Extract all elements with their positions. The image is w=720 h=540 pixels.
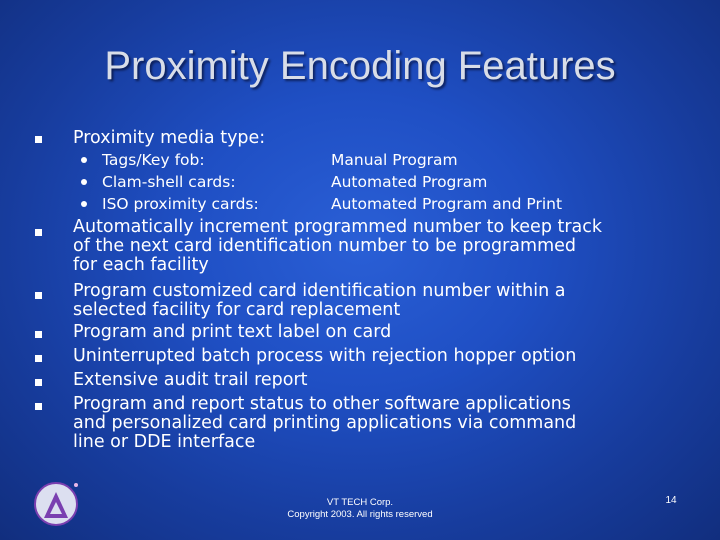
bullet-square-icon xyxy=(35,292,42,299)
media-type-mode: Automated Program and Print xyxy=(331,195,563,213)
bullet-dot-icon xyxy=(81,157,87,163)
media-type-header: Proximity media type: xyxy=(73,128,266,148)
feature-item: Program customized card identification number within a selected facility for card replacement xyxy=(73,281,566,320)
bullet-square-icon xyxy=(35,229,42,236)
bullet-square-icon xyxy=(35,136,42,143)
footer-copyright: Copyright 2003. All rights reserved xyxy=(287,509,433,520)
bullet-square-icon xyxy=(35,403,42,410)
footer-company: VT TECH Corp. xyxy=(326,497,394,508)
bullet-dot-icon xyxy=(81,201,87,207)
slide-title: Proximity Encoding Features xyxy=(104,44,616,88)
media-type-mode: Manual Program xyxy=(331,151,458,169)
feature-item: Uninterrupted batch process with rejection hopper option xyxy=(73,346,577,366)
media-type-label: ISO proximity cards: xyxy=(102,195,259,213)
media-type-label: Tags/Key fob: xyxy=(102,151,205,169)
feature-item: Program and report status to other software applications and personalized card printing applications via command line or DDE interface xyxy=(73,394,577,452)
page-number: 14 xyxy=(665,495,677,506)
bullet-square-icon xyxy=(35,379,42,386)
feature-item: Automatically increment programmed number to keep track of the next card identification number to be programmed for each facility xyxy=(73,217,603,275)
bullet-dot-icon xyxy=(81,179,87,185)
feature-item: Extensive audit trail report xyxy=(73,370,308,390)
feature-item: Program and print text label on card xyxy=(73,322,392,342)
media-type-mode: Automated Program xyxy=(331,173,488,191)
bullet-square-icon xyxy=(35,355,42,362)
media-type-label: Clam-shell cards: xyxy=(102,173,236,191)
footer xyxy=(260,497,460,521)
vt-tech-triangle-logo-icon xyxy=(30,478,82,526)
bullet-square-icon xyxy=(35,331,42,338)
